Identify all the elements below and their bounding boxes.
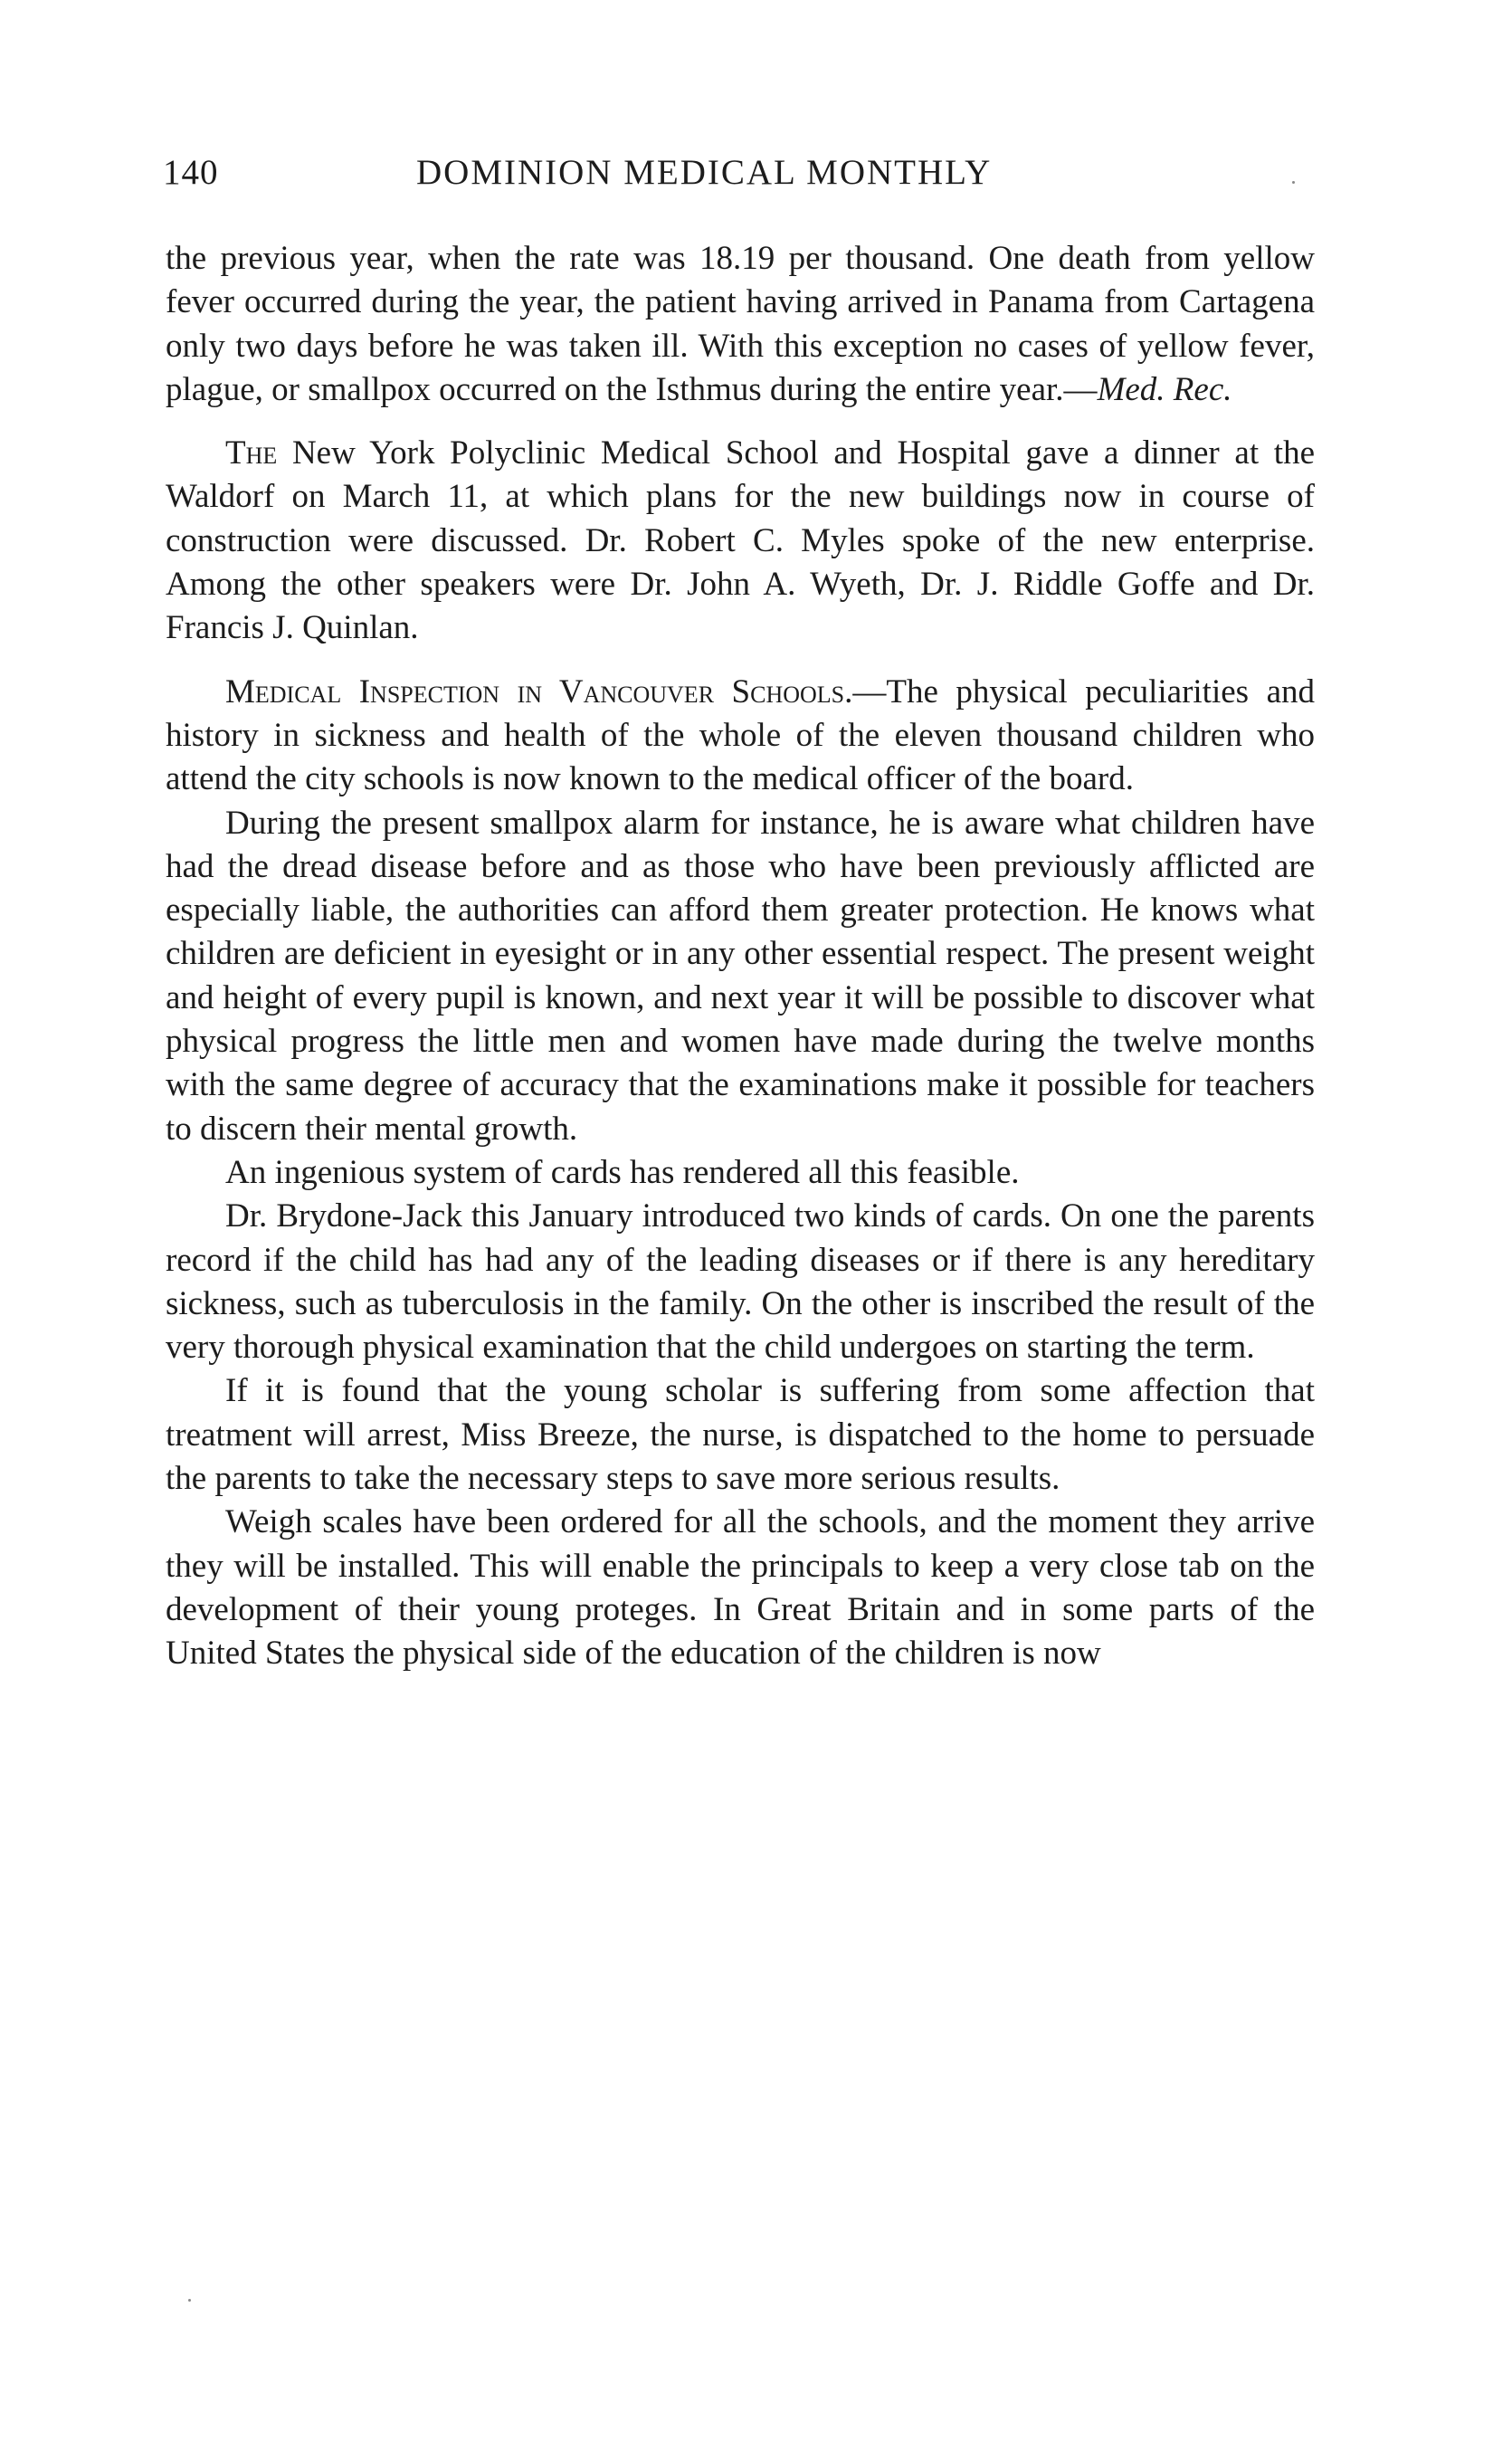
- page-number: 140: [163, 153, 219, 192]
- paragraph-text: New York Polyclinic Medical School and Hospital gave a dinner at the Waldorf on March 11, at which plans for the new buildings now in course of construction were discussed. Dr. Robert C. Myles spoke of the new enterprise. Among the other speakers were Dr. John A. Wyeth, Dr. J. Riddle Goffe and Dr. Francis J. Quinlan.: [166, 434, 1315, 647]
- running-head: DOMINION MEDICAL MONTHLY: [416, 153, 993, 192]
- section-heading: Medical Inspection in Vancouver Schools.: [225, 672, 853, 710]
- paragraph-weigh-scales: Weigh scales have been ordered for all the schools, and the moment they arrive they will be installed. This will enable the principals to keep a very close tab on the development of their young proteges. In Great Britain and in some parts of the United States the physical side of the education of the children is now: [166, 1503, 1315, 1673]
- paragraph-two-cards: Dr. Brydone-Jack this January introduced two kinds of cards. On one the parents record if the child has had any of the leading diseases or if there is any hereditary sickness, such as tuberculosis in the family. On the other is inscribed the result of the very thorough physical examination that the child undergoes on starting the term.: [166, 1197, 1315, 1367]
- scan-speck: [1292, 181, 1295, 184]
- body-text: [166, 237, 1315, 1676]
- paragraph-smallpox-alarm: During the present smallpox alarm for instance, he is aware what children have had the dread disease before and as those who have been previously afflicted are especially liable, the authorities can afford them greater protection. He knows what children are deficient in eyesight or in any other essential respect. The present weight and height of every pupil is known, and next year it will be possible to discover what physical progress the little men and women have made during the twelve months with the same degree of accuracy that the examinations make it possible for teachers to discern their mental growth.: [166, 804, 1315, 1148]
- source-citation: Med. Rec.: [1097, 370, 1232, 408]
- paragraph-card-system: An ingenious system of cards has rendered all this feasible.: [225, 1153, 1020, 1191]
- paragraph-lead-word: The: [225, 434, 278, 472]
- page-header: [163, 152, 1321, 197]
- scan-speck: [188, 2299, 191, 2302]
- paragraph-medical-inspection: [166, 671, 1315, 802]
- paragraph-text: —The physical peculiarities and history in sickness and health of the whole of the eleven thousand children who attend the city schools is now known to the medical officer of the board.: [166, 672, 1315, 798]
- paragraph-nurse-visit: If it is found that the young scholar is suffering from some affection that treatment will arrest, Miss Breeze, the nurse, is dispatched to the home to persuade the parents to take the necessary steps to save more serious results.: [166, 1372, 1315, 1498]
- paragraph-text: the previous year, when the rate was 18.19 per thousand. One death from yellow fever occurred during the year, the patient having arrived in Panama from Cartagena only two days before he was taken ill. With this exception no cases of yellow fever, plague, or smallpox occurred on the Isthmus during the entire year.—: [166, 240, 1315, 408]
- paragraph-panama-report: [166, 237, 1315, 412]
- paragraph-polyclinic-dinner: [166, 432, 1315, 650]
